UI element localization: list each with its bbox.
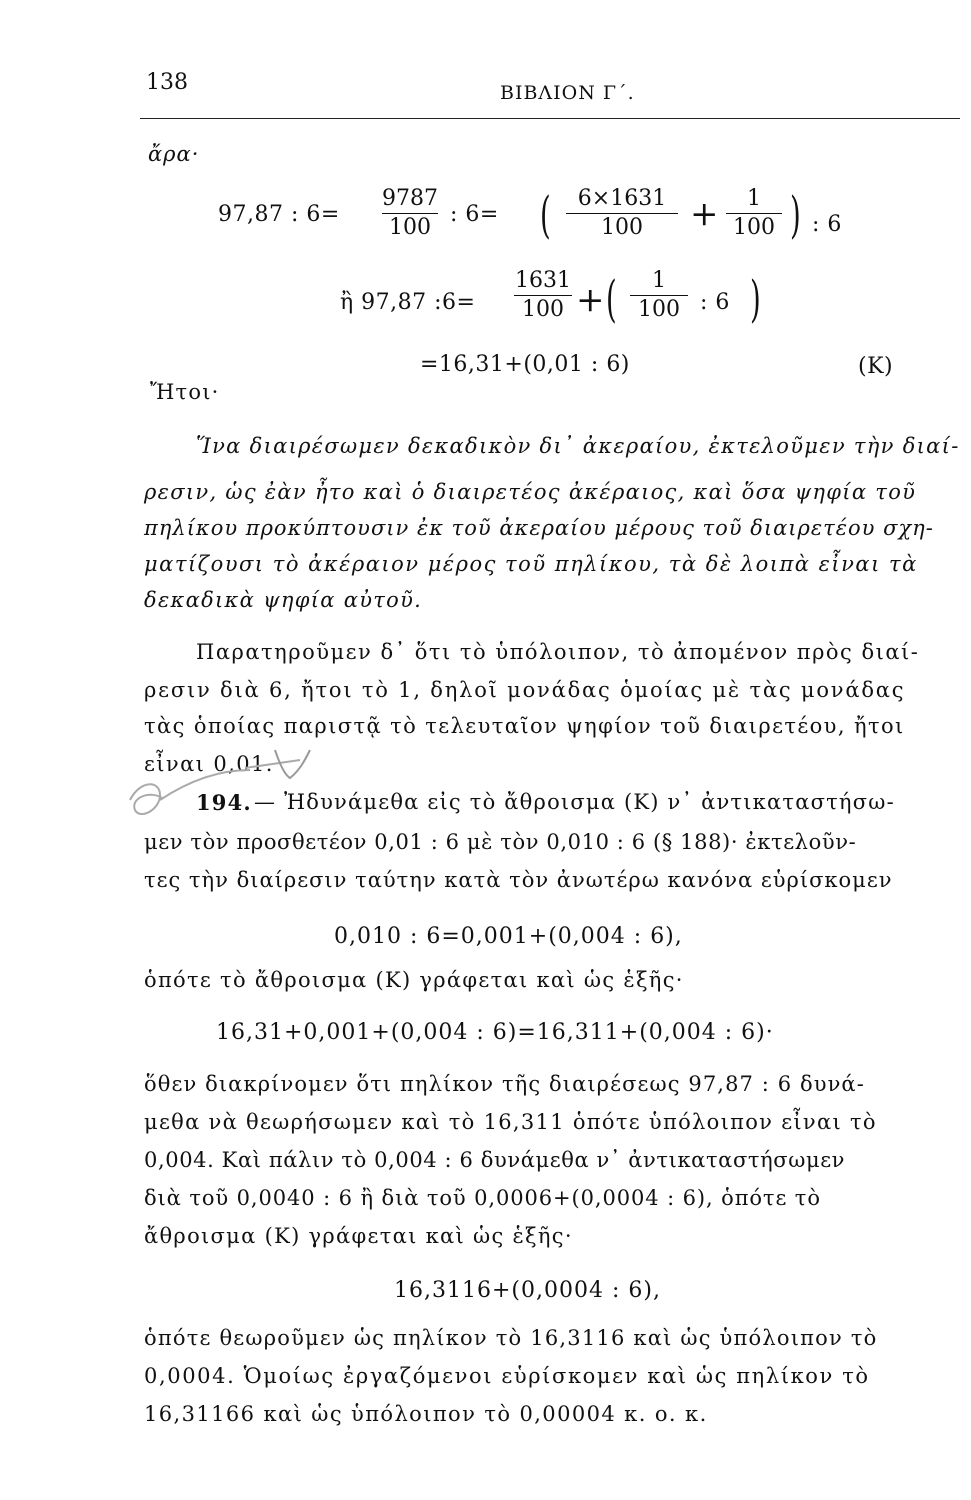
eq1-mid: : 6= [450,202,499,227]
rule-line: Ἵνα διαιρέσωμεν δεκαδικὸν δι᾿ ἀκεραίου, ἐκτελοῦμεν τὴν διαί- [196,434,960,458]
equation-5: 16,31+0,001+(0,004 : 6)=16,311+(0,004 : 6)· [216,1020,774,1045]
left-paren-icon: ( [540,186,551,244]
itoi-word: Ἤτοι· [150,380,220,404]
fraction-bar [630,295,688,296]
eq1-tail: : 6 [812,212,842,237]
text-line: ἄθροισμα (Κ) γράφεται καὶ ὡς ἑξῆς· [144,1224,573,1248]
text-line: μεν τὸν προσθετέον 0,01 : 6 μὲ τὸν 0,010 : 6 (§ 188)· ἐκτελοῦν- [144,830,857,854]
eq2-fraction-2 [630,268,688,323]
eq2-f1-den: 100 [522,297,564,322]
left-paren-icon: ( [606,270,617,328]
text-line: μεθα νὰ θεωρήσωμεν καὶ τὸ 16,311 ὁπότε ὑπόλοιπον εἶναι τὸ [144,1110,877,1134]
eq1-f3-den: 100 [733,215,775,240]
equation-6: 16,3116+(0,0004 : 6), [394,1278,661,1303]
eq2-f1-num: 1631 [515,268,571,293]
running-title: ΒΙΒΛΙΟΝ Γ΄. [500,82,635,104]
eq2-f2-num: 1 [652,268,666,293]
eq2-f2-den: 100 [638,297,680,322]
eq1-f3-num: 1 [747,186,761,211]
eq2-tail: : 6 [700,290,730,315]
eq2-lhs: ἢ 97,87 :6= [340,290,476,315]
eq1-f1-num: 9787 [382,186,438,211]
right-paren-icon: ) [750,270,761,328]
text-line: 0,004. Καὶ πάλιν τὸ 0,004 : 6 δυνάμεθα ν᾿ ἀντικαταστήσωμεν [144,1148,846,1172]
eq2-fraction-1 [514,268,572,323]
text-line: τὰς ὁποίας παριστᾷ τὸ τελευταῖον ψηφίον τοῦ διαιρετέου, ἤτοι [144,714,905,738]
text-line: ὁπότε τὸ ἄθροισμα (Κ) γράφεται καὶ ὡς ἑξῆς· [144,968,684,992]
text-line: διὰ τοῦ 0,0040 : 6 ἢ διὰ τοῦ 0,0006+(0,0004 : 6), ὁπότε τὸ [144,1186,821,1210]
header-rule [140,118,960,119]
equation-label-k: (K) [858,354,894,379]
fraction-bar [514,295,572,296]
fraction-bar [726,213,782,214]
rule-line: πηλίκου προκύπτουσιν ἐκ τοῦ ἀκεραίου μέρους τοῦ διαιρετέου σχη- [144,516,934,540]
eq1-fraction-2 [566,186,678,241]
intro-word: ἄρα· [148,142,200,166]
section-number: 194. [196,790,252,815]
rule-line: ματίζουσι τὸ ἀκέραιον μέρος τοῦ πηλίκου, τὰ δὲ λοιπὰ εἶναι τὰ [144,552,918,576]
equation-3: =16,31+(0,01 : 6) [420,352,630,377]
text-line: εἶναι 0,01. [144,752,274,776]
rule-line: δεκαδικὰ ψηφία αὐτοῦ. [144,588,423,612]
fraction-bar [382,213,438,214]
page-number: 138 [146,70,188,95]
eq1-f2-num: 6×1631 [577,186,667,211]
text-line: — Ἠδυνάμεθα εἰς τὸ ἄθροισμα (Κ) ν᾿ ἀντικαταστήσω- [254,790,895,814]
eq1-f2-den: 100 [601,215,643,240]
text-line: ὁπότε θεωροῦμεν ὡς πηλίκον τὸ 16,3116 καὶ ὡς ὑπόλοιπον τὸ [144,1326,878,1350]
text-line: ρεσιν διὰ 6, ἤτοι τὸ 1, δηλοῖ μονάδας ὁμοίας μὲ τὰς μονάδας [144,678,906,702]
eq1-fraction-3 [726,186,782,241]
text-line: τες τὴν διαίρεσιν ταύτην κατὰ τὸν ἀνωτέρω κανόνα εὑρίσκομεν [144,868,893,892]
equation-4: 0,010 : 6=0,001+(0,004 : 6), [334,924,683,949]
text-line: 0,0004. Ὁμοίως ἐργαζόμενοι εὑρίσκομεν καὶ ὡς πηλίκον τὸ [144,1364,870,1388]
eq1-f1-den: 100 [389,215,431,240]
eq1-lhs: 97,87 : 6= [218,202,340,227]
eq1-fraction-1 [382,186,438,241]
rule-line: ρεσιν, ὡς ἐὰν ἦτο καὶ ὁ διαιρετέος ἀκέραιος, καὶ ὅσα ψηφία τοῦ [144,480,917,504]
right-paren-icon: ) [790,186,801,244]
pencil-scribble-icon [100,740,340,830]
text-line: Παρατηροῦμεν δ᾿ ὅτι τὸ ὑπόλοιπον, τὸ ἀπομένον πρὸς διαί- [196,640,920,664]
text-line: 16,31166 καὶ ὡς ὑπόλοιπον τὸ 0,00004 κ. ο. κ. [144,1402,708,1426]
text-line: ὅθεν διακρίνομεν ὅτι πηλίκον τῆς διαιρέσεως 97,87 : 6 δυνά- [144,1072,865,1096]
eq1-plus: + [690,194,719,234]
fraction-bar [566,213,678,214]
eq2-plus: + [576,280,605,320]
